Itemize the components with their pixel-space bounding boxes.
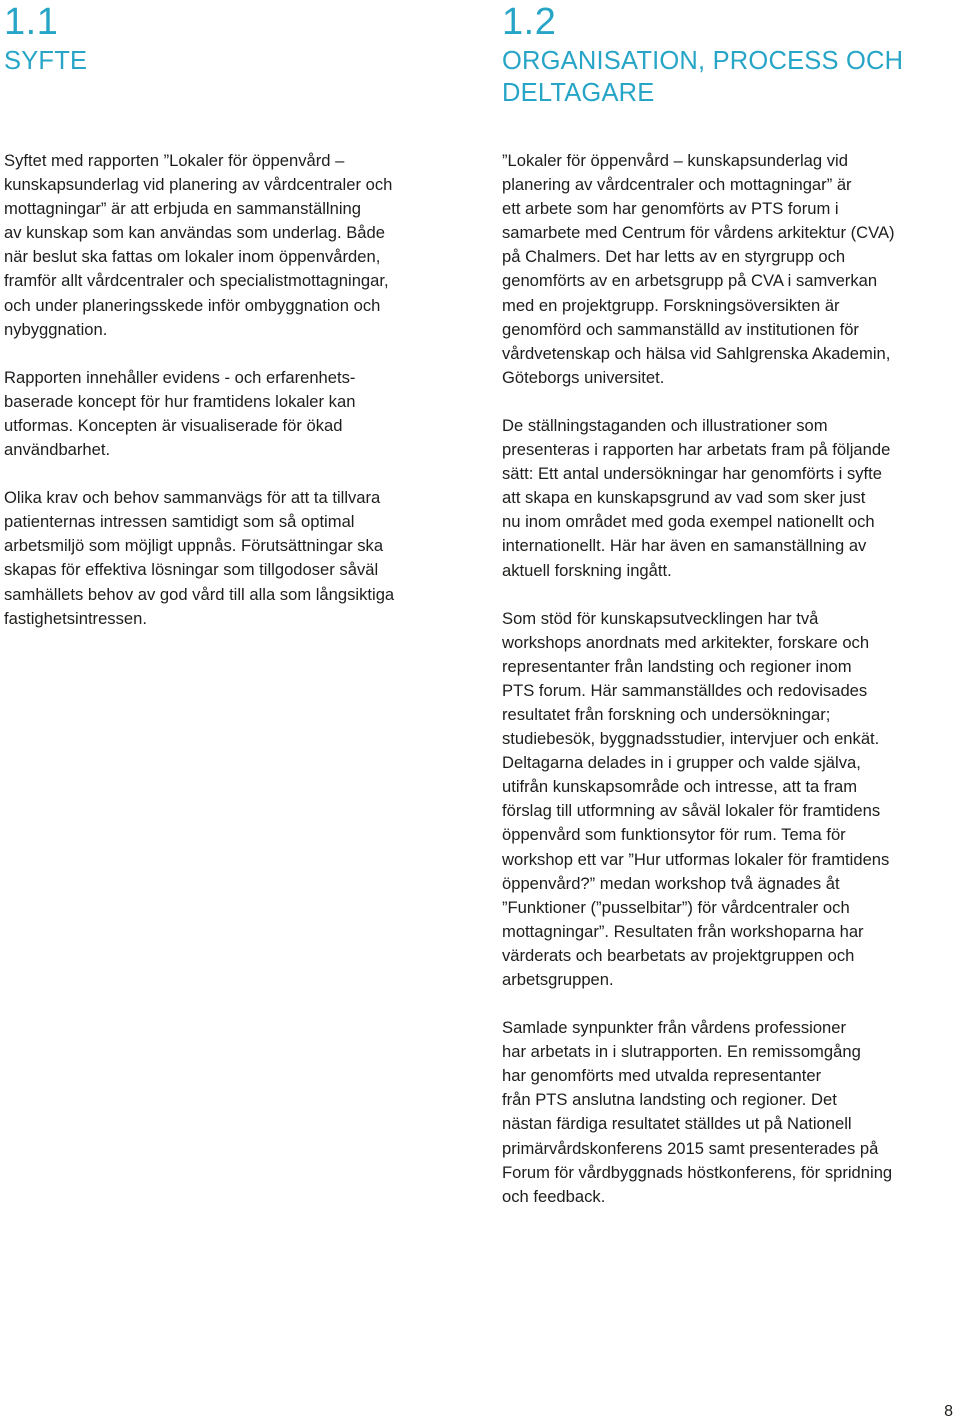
body-paragraph: Syftet med rapporten ”Lokaler för öppenvård – kunskapsunderlag vid planering av vårdcentraler och mottagningar” är att erbjuda en sammanställning av kunskap som kan användas som underlag. Både när beslut ska fattas om lokaler inom öppenvården, framför allt vårdcentraler och specialistmottagningar, och under planeringsskede inför ombyggnation och nybyggnation.	[4, 151, 393, 339]
body-paragraph: Som stöd för kunskapsutvecklingen har två workshops anordnats med arkitekter, forskare och representanter från landsting och regioner inom PTS forum. Här sammanställdes och redovisades resultatet från forskning och undersökningar; studiebesök, byggnadsstudier, intervjuer och enkät. Deltagarna delades in i grupper och valde själva, utifrån kunskapsområde och intresse, att ta fram förslag till utformning av såväl lokaler för framtidens öppenvård som funktionsytor för rum. Tema för workshop ett var ”Hur utformas lokaler för framtidens öppenvård?” medan workshop två ägnades åt ”Funktioner (”pusselbitar”) för vårdcentraler och mottagningar”. Resultaten från workshoparna har värderats och bearbetats av projektgruppen och arbetsgruppen.	[502, 608, 890, 989]
section-number-1-2: 1.2	[502, 1, 557, 43]
body-paragraph: ”Lokaler för öppenvård – kunskapsunderlag vid planering av vårdcentraler och mottagningar” är ett arbete som har genomförts av PTS forum i samarbete med Centrum för vårdens arkitektur (CVA) på Chalmers. Det har letts av en styrgrupp och genomförts av en arbetsgrupp på CVA i samverkan med en projektgrupp. Forskningsöversikten är genomförd och sammanställd av institutionen för vårdvetenskap och hälsa vid Sahlgrenska Akademin, Göteborgs universitet.	[502, 151, 895, 387]
body-paragraph: Rapporten innehåller evidens - och erfarenhets- baserade koncept för hur framtidens lokaler kan utformas. Koncepten är visualiserade för ökad användbarhet.	[4, 367, 356, 460]
section-heading-organisation: ORGANISATION, PROCESS OCH DELTAGARE	[502, 47, 904, 107]
body-paragraph: Olika krav och behov sammanvägs för att ta tillvara patienternas intressen samtidigt som så optimal arbetsmiljö som möjligt uppnås. Förutsättningar ska skapas för effektiva lösningar som tillgodoser såväl samhällets behov av god vård till alla som långsiktiga fastighetsintressen.	[4, 488, 395, 628]
left-column	[4, 149, 456, 655]
section-heading-syfte: SYFTE	[4, 47, 88, 75]
body-paragraph: De ställningstaganden och illustrationer som presenteras i rapporten har arbetats fram på följande sätt: Ett antal undersökningar har genomförts i syfte att skapa en kunskapsgrund av vad som sker just nu inom området med goda exempel nationellt och internationellt. Här har även en samanställning av aktuell forskning ingått.	[502, 415, 891, 580]
body-paragraph: Samlade synpunkter från vårdens professioner har arbetats in i slutrapporten. En remissomgång har genomförts med utvalda representanter från PTS anslutna landsting och regioner. Det nästan färdiga resultatet ställdes ut på Nationell primärvårdskonferens 2015 samt presenterades på Forum för vårdbyggnads höstkonferens, för spridning och feedback.	[502, 1018, 893, 1206]
right-column	[502, 149, 958, 1233]
page-number: 8	[944, 1403, 953, 1420]
section-number-1-1: 1.1	[4, 1, 59, 43]
